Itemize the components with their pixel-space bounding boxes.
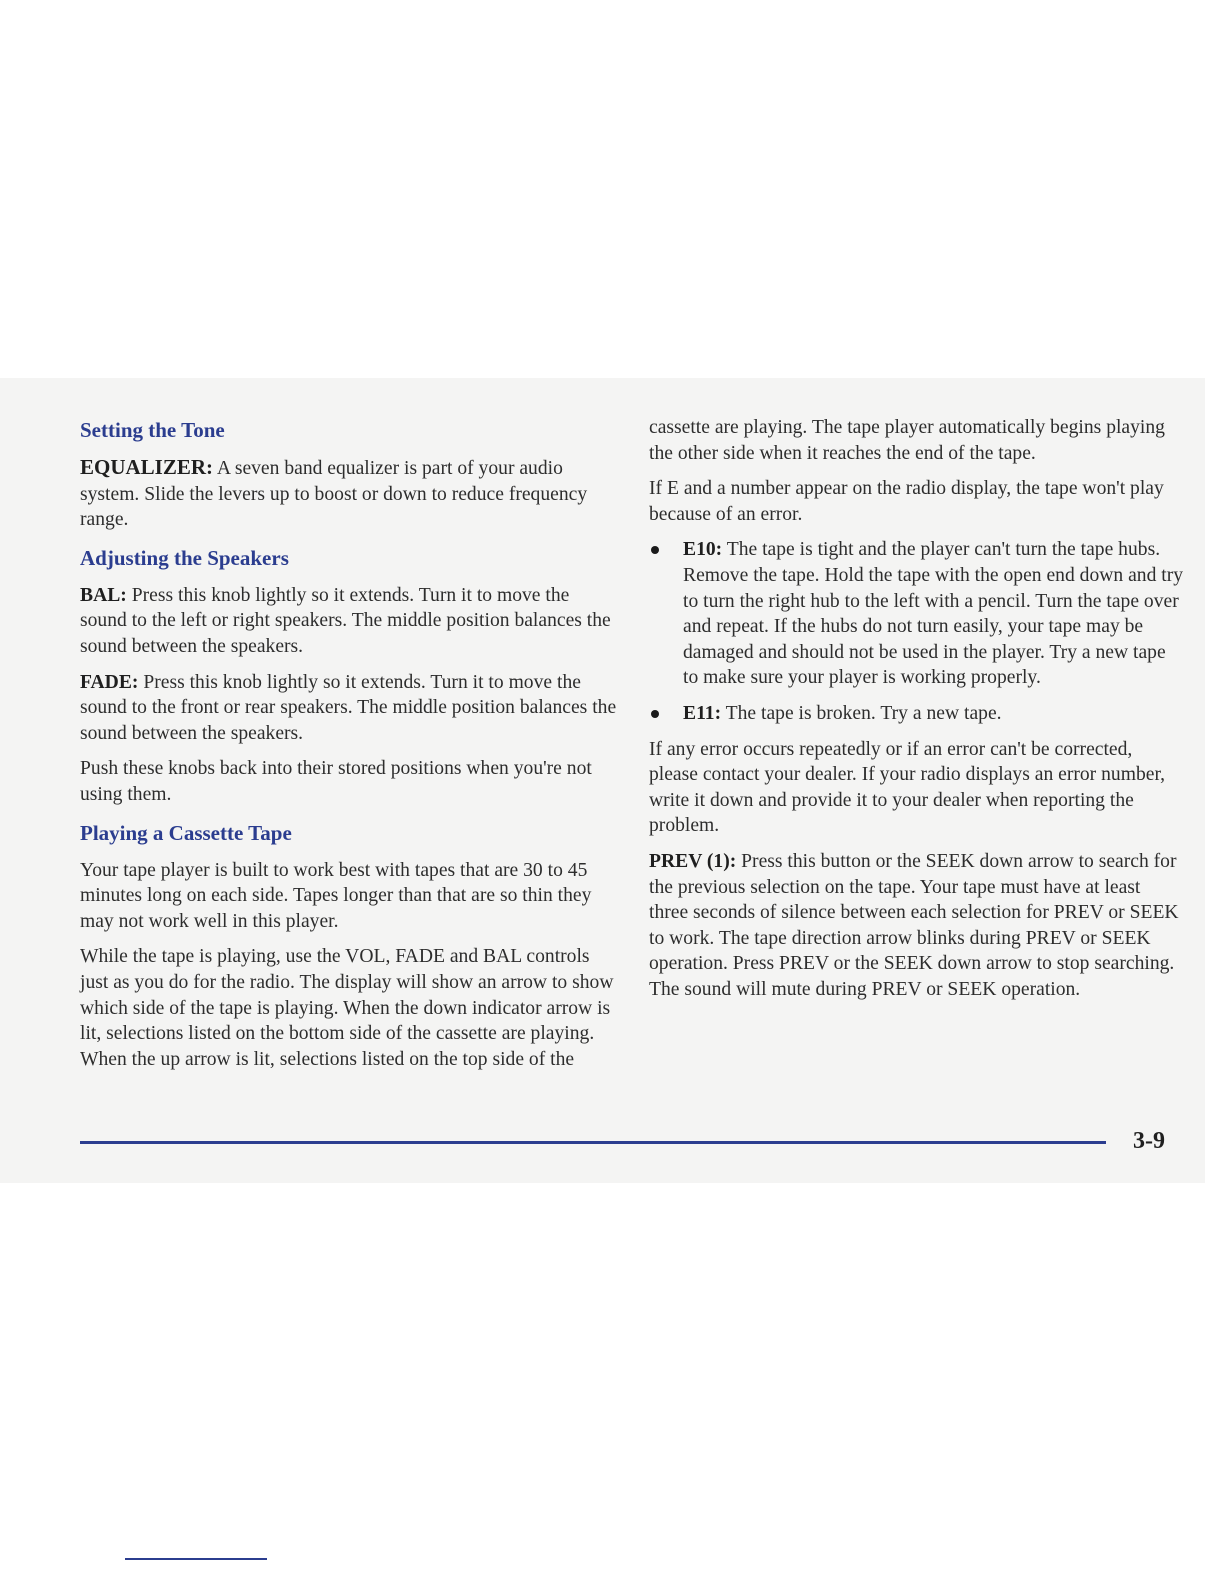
bottom-divider (125, 1558, 267, 1560)
prev-term: PREV (1): (649, 850, 737, 872)
error-item-e10 (649, 537, 1184, 691)
fade-paragraph (80, 670, 620, 747)
push-knobs-paragraph: Push these knobs back into their stored positions when you're not using them. (80, 758, 592, 805)
tape-player-paragraph: Your tape player is built to work best with tapes that are 30 to 45 minutes long on each side. Tapes longer than that are so thin they may not work well in this player. (80, 859, 592, 932)
error-list (649, 537, 1184, 726)
error-intro-paragraph: If E and a number appear on the radio display, the tape won't play because of an error. (649, 478, 1164, 525)
prev-paragraph (649, 849, 1184, 1003)
error-item-e11 (649, 701, 1184, 727)
left-column (80, 415, 620, 1082)
equalizer-paragraph (80, 455, 620, 533)
fade-term: FADE: (80, 671, 139, 693)
bullet-icon (651, 710, 659, 718)
continuation-paragraph: cassette are playing. The tape player automatically begins playing the other side when it reaches the end of the tape. (649, 417, 1165, 464)
bal-paragraph (80, 583, 620, 660)
setting-tone-heading: Setting the Tone (80, 418, 225, 442)
equalizer-term: EQUALIZER: (80, 455, 214, 479)
error-code: E11: (683, 702, 722, 724)
error-text: The tape is broken. Try a new tape. (721, 702, 1002, 724)
footer-rule (80, 1141, 1106, 1144)
playing-cassette-heading: Playing a Cassette Tape (80, 820, 292, 845)
while-playing-paragraph: While the tape is playing, use the VOL, FADE and BAL controls just as you do for the radio. The display will show an arrow to show which side of the tape is playing. When the down indicator arrow is lit, selections listed on the bottom side of the cassette are playing. When the up arrow is lit, selections listed on the top side of the (80, 946, 614, 1070)
bal-term: BAL: (80, 584, 127, 606)
adjusting-speakers-heading: Adjusting the Speakers (80, 545, 289, 570)
bal-text: Press this knob lightly so it extends. Turn it to move the sound to the left or right speakers. The middle position balances the sound between the speakers. (80, 584, 611, 657)
repeat-error-paragraph: If any error occurs repeatedly or if an error can't be corrected, please contact your dealer. If your radio displays an error number, write it down and provide it to your dealer when reporting the problem. (649, 738, 1166, 837)
error-code: E10: (683, 539, 723, 561)
right-column (649, 415, 1184, 1012)
fade-text: Press this knob lightly so it extends. Turn it to move the sound to the front or rear speakers. The middle position balances the sound between the speakers. (80, 671, 617, 744)
equalizer-text: A seven band equalizer is part of your audio system. Slide the levers up to boost or down to reduce frequency range. (80, 458, 588, 531)
error-text: The tape is tight and the player can't turn the tape hubs. Remove the tape. Hold the tape with the open end down and try to turn the right hub to the left with a pencil. Turn the tape over and repeat. If the hubs do not turn easily, your tape may be damaged and should not be used in the player. Try a new tape to make sure your player is working properly. (683, 539, 1184, 689)
page-number: 3-9 (1133, 1128, 1165, 1154)
bullet-icon (651, 546, 659, 554)
prev-text: Press this button or the SEEK down arrow to search for the previous selection on the tape. Your tape must have at least three seconds of silence between each selection for PREV or SEEK to work. The tape direction arrow blinks during PREV or SEEK operation. Press PREV or the SEEK down arrow to stop searching. The sound will mute during PREV or SEEK operation. (649, 850, 1179, 1000)
